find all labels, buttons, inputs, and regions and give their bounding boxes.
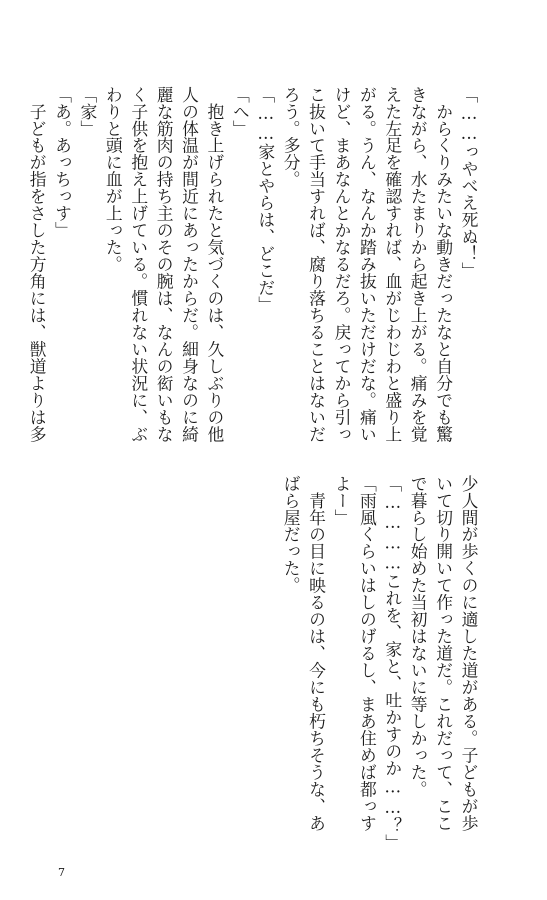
text-block-top [24, 86, 481, 456]
text-line: で暮らし始めた当初はないに等しかった。 [408, 475, 429, 798]
text-line: 「あ。あっちっす」 [52, 86, 73, 239]
text-line: いて切り開いて作った道だ。これだって、ここ [433, 475, 454, 832]
text-line: けど、まあなんとかなるだろ。戻ってから引っ [331, 86, 352, 443]
text-line: 「家」 [77, 86, 98, 137]
page-number: 7 [58, 866, 65, 879]
text-line: 麗な筋肉の持ち主のその腕は、なんの衒いもな [154, 86, 175, 443]
text-line: えた左足を確認すれば、血がじわじわと盛り上 [382, 86, 403, 443]
text-line: よー」 [331, 475, 352, 526]
text-line: ろう。多分。 [281, 86, 302, 188]
text-block-bottom [278, 475, 481, 852]
text-line: 抱き上げられたと気づくのは、久しぶりの他 [204, 86, 225, 443]
text-line: 少人間が歩くのに適した道がある。子どもが歩 [459, 475, 479, 832]
text-line: 子どもが指をさした方角には、獣道よりは多 [27, 86, 48, 443]
text-line: く子供を抱え上げている。慣れない状況に、ぶ [128, 86, 149, 443]
text-line: ばら屋だった。 [281, 475, 302, 594]
text-line: わりと頭に血が上った。 [103, 86, 124, 273]
text-line: 「雨風くらいはしのげるし、まあ住めば都っす [357, 475, 378, 832]
text-line: からくりみたいな動きだったなと自分でも驚 [433, 86, 454, 443]
text-line: 人の体温が間近にあったからだ。細身なのに綺 [179, 86, 200, 443]
text-line: 青年の目に映るのは、今にも朽ちそうな、あ [306, 475, 327, 832]
text-line: 「……っやべえ死ぬ！」 [459, 86, 479, 280]
text-line: がる。うん、なんか踏み抜いただけだな。痛い [357, 86, 378, 443]
text-line: 「へ」 [230, 86, 251, 137]
text-line: きながら、水たまりから起き上がる。痛みを覚 [408, 86, 429, 443]
text-line: 「……家とやらは、どこだ」 [255, 86, 276, 314]
text-line: こ抜いて手当すれば、腐り落ちることはないだ [306, 86, 327, 443]
text-line: 「…………これを、家と、吐かすのか……？」 [382, 475, 403, 852]
